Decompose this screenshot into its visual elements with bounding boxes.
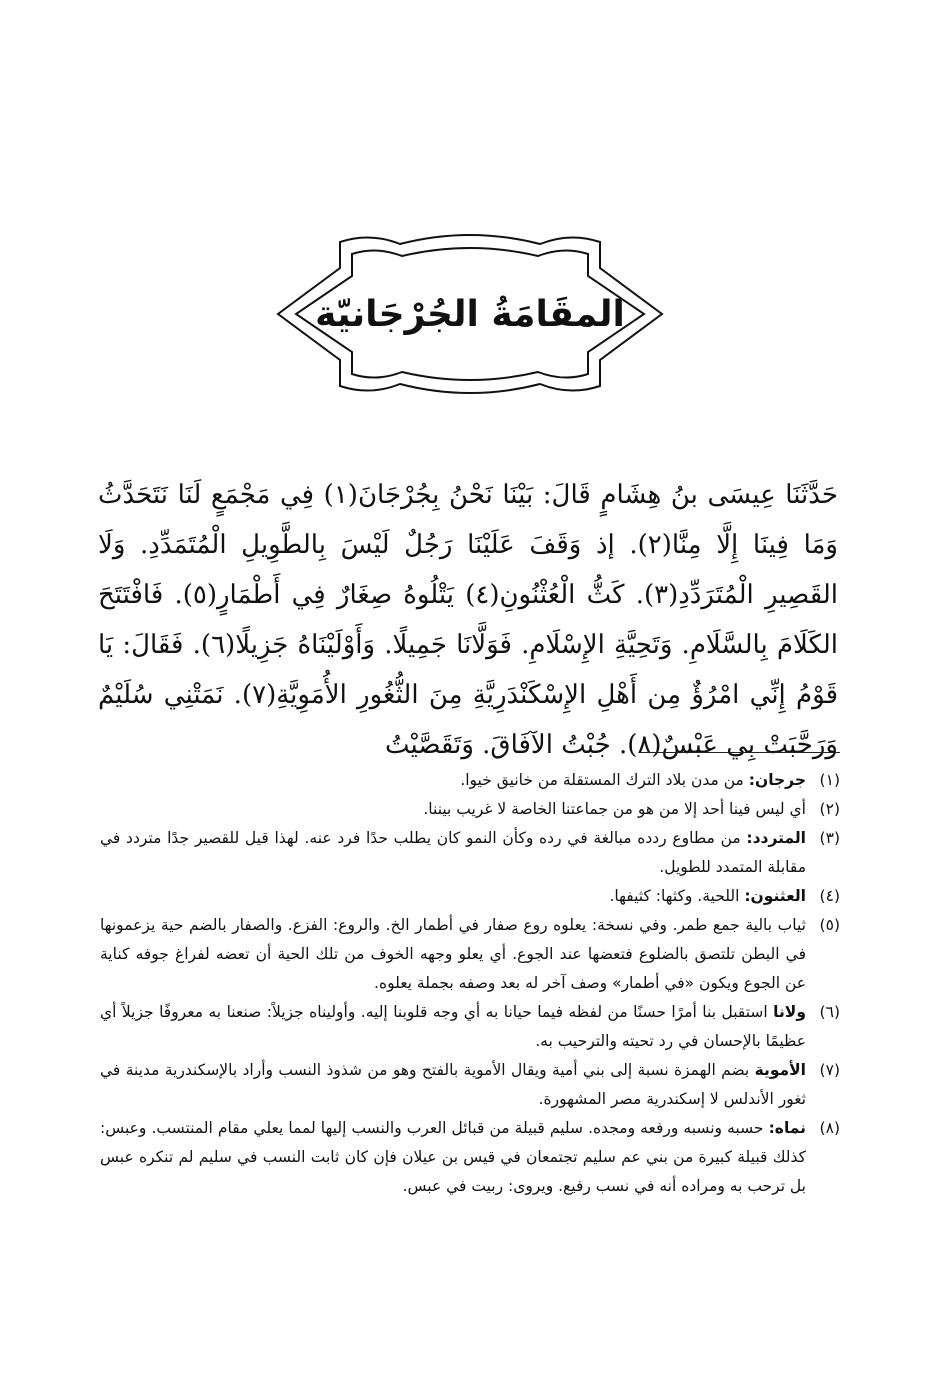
- title-frame: [270, 228, 670, 400]
- footnote-term: الأموية: [754, 1061, 806, 1079]
- footnote-text: [100, 766, 806, 795]
- footnote-body: أي ليس فينا أحد إلا من هو من جماعتنا الخاصة لا غريب بيننا.: [423, 800, 806, 818]
- footnote-body: ثياب بالية جمع طمر. وفي نسخة: يعلوه روع صفار في أطمار الخ. والروع: الفزع. والصفار بالضم حية يزعمونها في البطن تلتصق بالضلوع فتعضها عند الجوع. أي يعلو وجهه الخوف من تلك الحية أن تعضه لفراغ جوفه كناية عن الجوع ويكون «في أطمار» وصف آخر له بعد وصفه بجملة يعلوه.: [100, 916, 806, 992]
- footnote-number: (٥): [819, 916, 840, 934]
- chapter-title: المقَامَةُ الجُرْجَانيّة: [315, 293, 625, 335]
- footnote-divider: [640, 752, 840, 753]
- footnote-1: [100, 766, 840, 795]
- footnote-4: [100, 882, 840, 911]
- footnote-term: المتردد:: [746, 829, 806, 847]
- footnote-number: (٣): [819, 829, 840, 847]
- footnote-number: (٢): [819, 800, 840, 818]
- footnote-text: [100, 911, 806, 998]
- footnote-term: ولانا: [773, 1003, 806, 1021]
- footnote-3: [100, 824, 840, 882]
- footnote-5: [100, 911, 840, 998]
- footnote-body: استقبل بنا أمرًا حسنًا من لفظه فيما حيانا به أي وجه قلوبنا إليه. وأوليناه جزيلاً: صنعنا به معروفًا جزيلاً أي عظيمًا بالإحسان في رد تحيته والترحيب به.: [100, 1003, 806, 1050]
- footnote-number: (١): [819, 771, 840, 789]
- footnote-2: [100, 795, 840, 824]
- footnote-text: [100, 998, 806, 1056]
- footnote-term: نماه:: [768, 1119, 806, 1137]
- footnote-term: العثنون:: [744, 887, 806, 905]
- footnote-number: (٧): [819, 1061, 840, 1079]
- footnote-text: [100, 795, 806, 824]
- footnote-number: (٦): [819, 1003, 840, 1021]
- footnote-body: من مطاوع ردده مبالغة في رده وكأن النمو كان يطلب حدًا فرد عنه. لهذا قيل للقصير جدًا متردد في مقابلة المتمدد للطويل.: [100, 829, 806, 876]
- footnote-term: جرجان:: [748, 771, 806, 789]
- footnotes-section: [100, 766, 840, 1201]
- footnote-number: (٨): [819, 1119, 840, 1137]
- footnote-text: [100, 824, 806, 882]
- footnote-body: اللحية. وكثها: كثيفها.: [609, 887, 745, 905]
- footnote-8: [100, 1114, 840, 1201]
- footnote-body: بضم الهمزة نسبة إلى بني أمية ويقال الأموية بالفتح وهو من شذوذ النسب وأراد بالإسكندرية مدينة في ثغور الأندلس لا إسكندرية مصر المشهورة.: [100, 1061, 806, 1108]
- footnote-7: [100, 1056, 840, 1114]
- footnote-text: [100, 882, 806, 911]
- main-paragraph: حَدَّثَنَا عِيسَى بنُ هِشَامٍ قَالَ: بَيْنَا نَحْنُ بِجُرْجَانَ(١) فِي مَجْمَعٍ لَنَا نَتَحَدَّثُ وَمَا فِينَا إِلَّا مِنَّا(٢). إذ وَقَفَ عَلَيْنَا رَجُلٌ لَيْسَ بِالطَّوِيلِ الْمُتَمَدِّدِ. وَلَا القَصِيرِ الْمُتَرَدِّدِ(٣). كَثُّ الْعُثْنُونِ(٤) يَتْلُوهُ صِغَارٌ فِي أَطْمَارٍ(٥). فَافْتَتَحَ الكَلَامَ بِالسَّلَامِ. وَتَحِيَّةِ الإِسْلَامِ. فَوَلَّانَا جَمِيلًا. وَأَوْلَيْنَاهُ جَزِيلًا(٦). فَقَالَ: يَا قَوْمُ إِنِّي امْرُؤٌ مِن أَهْلِ الإِسْكَنْدَرِيَّةِ مِنَ الثُّغُورِ الأُمَوِيَّةِ(٧). نَمَتْنِي سُلَيْمٌ وَرَحَّبَتْ بِي عَبْسٌ(٨). جُبْتُ الآفَاقَ. وَتَقَصَّيْتُ: [98, 480, 839, 760]
- footnote-number: (٤): [819, 887, 840, 905]
- footnote-text: [100, 1114, 806, 1201]
- footnote-text: [100, 1056, 806, 1114]
- footnote-body: حسبه ونسبه ورفعه ومجده. سليم قبيلة من قبائل العرب والنسب إليها لمما يعلي مقام المنتسب. وعبس: كذلك قبيلة كبيرة من بني عم سليم تجتمعان في قيس بن عيلان فإن كان ثابت النسب في سليم لم تنكره عبس بل ترحب به ومراده أنه في نسب رفيع. ويروى: ربيت في عبس.: [100, 1119, 806, 1195]
- footnote-body: من مدن بلاد الترك المستقلة من خانيق خيوا.: [460, 771, 749, 789]
- footnote-6: [100, 998, 840, 1056]
